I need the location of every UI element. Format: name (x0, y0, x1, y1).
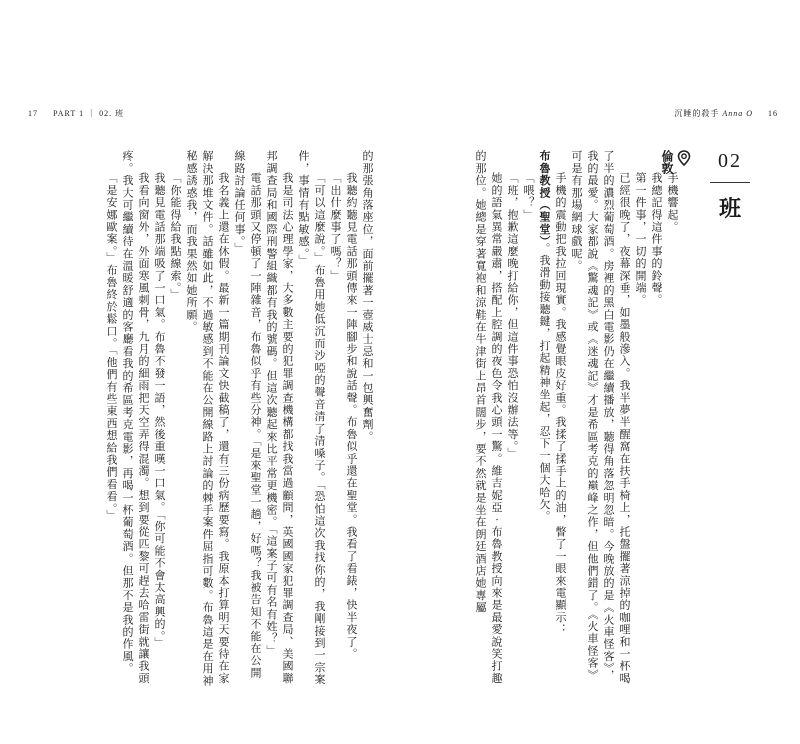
left-page (75, 150, 375, 690)
paragraph: 已經很晚了，夜幕深垂，如墨般滲入。我半夢半醒窩在扶手椅上，托盤擺著涼掉的咖哩和一杯喝了半的濃烈葡萄酒。房裡的黑白電影仍在繼續播放，聽得角落忽明忽暗。今晚放的是《火車怪客》，我的最愛。大家都說《驚魂記》或《迷魂記》才是希區考克的巔峰之作，但他們錯了。《火車怪客》可是有那場網球戲呢。 (570, 150, 631, 685)
left-page-number: 17 (28, 109, 38, 118)
paragraph: 「你能得給我點線索。」 (169, 172, 182, 301)
paragraph: 「喂？」 (522, 172, 535, 221)
paragraph: 「班，抱歉這麼晚打給你，但這件事恐怕沒辦法等。」 (506, 172, 519, 460)
paragraph: 我名義上還在休假。最新一篇期刊論文快截稿了，還有三份病歷要寫。我原本打算明天要待在家解決那堆文件。話雖如此，不過敏感到不能在公開線路上討論的棘手案件屈指可數。布魯這是在用神秘感誘惑我，而我果然如她所願。 (185, 150, 230, 687)
right-page-number: 16 (768, 109, 778, 118)
paragraph: 手機的震動把我拉回現實。我感覺眼皮好重。我揉了揉手上的油，瞥了一眼來電顯示： (554, 172, 567, 636)
paragraph: 電話那頭又停頓了一陣雜音，布魯似乎有些分神。「是來聖堂一趟，好嗎？我被告知不能在公開線路討論任何事。」 (233, 150, 262, 679)
paragraph: 我總記得這件事的鈴聲。 (650, 172, 663, 307)
left-running-head: PART 1 ｜ 02. 班 (53, 109, 125, 118)
paragraph: 第一件事，一切的開端。 (634, 172, 647, 307)
paragraph: 我聽約聽見電話那頭傳來一陣腳步和說話聲。布魯似乎還在聖堂。我看了看錶，快半夜了。 (345, 172, 358, 660)
left-page-body (103, 150, 375, 690)
right-running-head: 沉睡的殺手 (674, 109, 720, 118)
right-running-head-en: Anna O (722, 109, 753, 118)
paragraph: 的那張角落座位，面前擺著一壺威士忌和一包興奮劑。 (361, 150, 374, 443)
bold-phrase: 布魯教授（聖堂） (538, 150, 551, 243)
right-page-body (472, 150, 680, 690)
paragraph: 我是司法心理學家，大多數主要的犯罪調查機構都找我當過顧問，英國國家犯罪調查局、美國聯邦調查局和國際刑警組織都有我的號碼。但這次聽起來比平常更機密。「這案子可有名有姓？」 (265, 150, 294, 685)
chapter-divider (710, 182, 750, 183)
right-page (430, 150, 760, 690)
paragraph: 她的語氣異常嚴肅，搭配上腔調的夜色令我心頭一驚。維吉妮亞‧布魯教授向來是最愛說笑打趣的那位。她總是穿著寬袍和涼鞋在牛津街上昂首闊步，要不然就是坐在朗廷酒店她專屬 (474, 150, 503, 685)
paragraph: 「出什麼事了嗎？」 (329, 172, 342, 282)
paragraph: 「可以這麼說。」布魯用她低沉而沙啞的聲音清了清嗓子。「恐怕這次我找你的，我剛接到一宗案件，事情有點敏感。」 (297, 150, 326, 686)
paragraph: 我聽見電話那端吸了一口氣。布魯不發一語，然後重嘆一口氣。「你可能不會太高興的。」 (153, 172, 166, 649)
chapter-title: 班 (718, 196, 741, 222)
chapter-number: 02 (718, 150, 742, 172)
paragraph: 我看向窗外，外面寒風刺骨，九月的細雨把天空弄得混濁。想到要從匹黎可趕去哈雷街就讓我頭疼。我大可繼續待在溫暖舒適的客廳看我的希區考克電影，再喝一杯葡萄酒。但那不是我的作風。 (121, 150, 150, 685)
paragraph: 布魯教授（聖堂）。我滑動接聽鍵，打起精神坐起，忍下一個大哈欠。 (538, 150, 551, 523)
left-page-header (28, 108, 124, 119)
location-name: 倫敦 (660, 150, 674, 174)
paragraph: 「是安娜歐案。」布魯終於鬆口。「他們有些東西想給我們看看。」 (105, 172, 118, 522)
right-page-header (674, 108, 778, 119)
paragraph: 手機響起。 (666, 172, 679, 233)
